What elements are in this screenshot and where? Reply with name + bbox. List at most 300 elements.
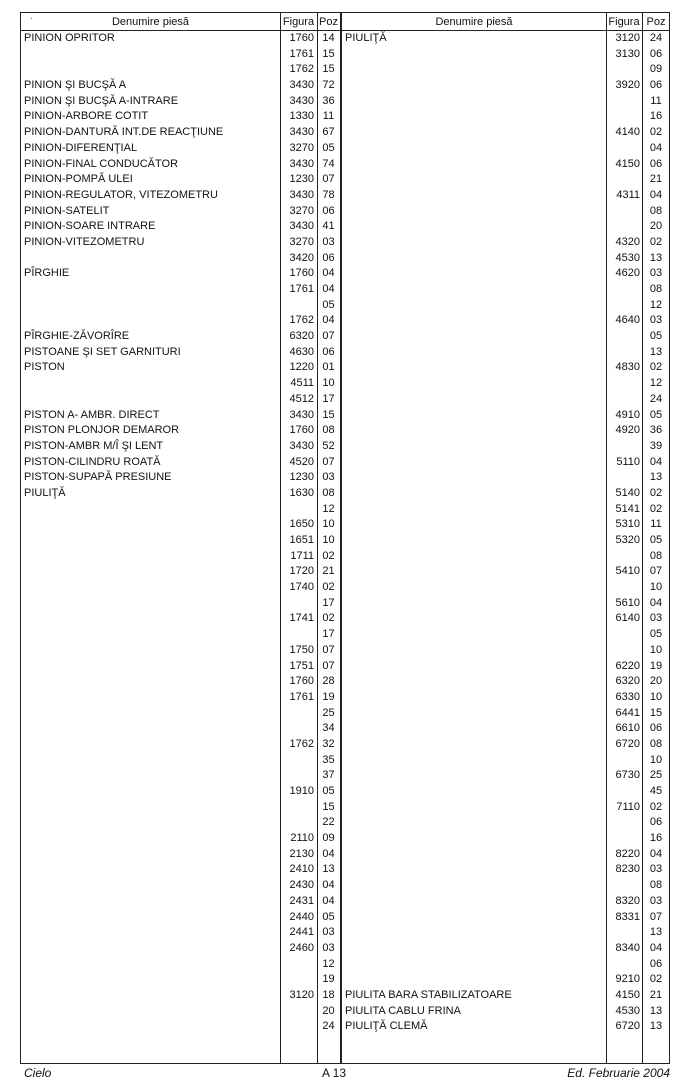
figure-number: 1220 bbox=[289, 361, 314, 374]
figure-number: 3420 bbox=[289, 251, 314, 264]
figure-number: 3270 bbox=[289, 235, 314, 248]
position-number: 52 bbox=[322, 439, 335, 452]
position-number: 04 bbox=[649, 847, 663, 860]
position-number: 13 bbox=[649, 345, 663, 358]
header-right-fig: Figura bbox=[608, 16, 640, 28]
header-right-poz: Poz bbox=[646, 16, 666, 28]
part-name: PISTON-SUPAPĂ PRESIUNE bbox=[24, 471, 172, 484]
position-number: 13 bbox=[322, 863, 335, 876]
position-number: 34 bbox=[322, 722, 335, 735]
table-row bbox=[21, 956, 669, 972]
figure-number: 3920 bbox=[615, 79, 640, 92]
position-number: 39 bbox=[649, 439, 663, 452]
figure-number: 5110 bbox=[616, 455, 640, 468]
figure-number: 1762 bbox=[289, 63, 314, 76]
position-number: 05 bbox=[322, 141, 335, 154]
table-row bbox=[21, 720, 669, 736]
table-row bbox=[21, 1018, 669, 1034]
header-left-fig: Figura bbox=[282, 16, 315, 28]
figure-number: 2410 bbox=[289, 863, 314, 876]
figure-number: 8340 bbox=[615, 941, 640, 954]
position-number: 12 bbox=[322, 502, 335, 515]
figure-number: 5140 bbox=[615, 486, 640, 499]
table-row bbox=[21, 407, 669, 423]
figure-number: 4920 bbox=[615, 424, 640, 437]
position-number: 08 bbox=[322, 486, 335, 499]
table-row bbox=[21, 799, 669, 815]
position-number: 36 bbox=[649, 424, 663, 437]
position-number: 10 bbox=[649, 690, 663, 703]
table-row bbox=[21, 626, 669, 642]
position-number: 06 bbox=[322, 204, 335, 217]
part-name: PISTON-AMBR M/Î ŞI LENT bbox=[24, 439, 164, 452]
figure-number: 6610 bbox=[615, 722, 640, 735]
position-number: 22 bbox=[322, 816, 335, 829]
figure-number: 2430 bbox=[289, 879, 314, 892]
table-row bbox=[21, 830, 669, 846]
position-number: 08 bbox=[649, 737, 663, 750]
position-number: 13 bbox=[649, 471, 663, 484]
table-row bbox=[21, 265, 669, 281]
figure-number: 3130 bbox=[615, 47, 640, 60]
figure-number: 1761 bbox=[289, 690, 314, 703]
position-number: 02 bbox=[649, 502, 663, 515]
table-row bbox=[21, 658, 669, 674]
parts-index-table bbox=[20, 12, 670, 1064]
table-row bbox=[21, 783, 669, 799]
position-number: 28 bbox=[322, 675, 335, 688]
position-number: 10 bbox=[649, 643, 663, 656]
right-column-rows bbox=[21, 30, 669, 1034]
part-name: PISTOANE ŞI SET GARNITURI bbox=[24, 345, 181, 358]
table-row bbox=[21, 108, 669, 124]
figure-number: 2431 bbox=[289, 894, 314, 907]
position-number: 07 bbox=[322, 659, 335, 672]
table-row bbox=[21, 438, 669, 454]
figure-number: 6720 bbox=[615, 1020, 640, 1033]
position-number: 12 bbox=[649, 298, 663, 311]
figure-number: 3430 bbox=[289, 408, 314, 421]
position-number: 06 bbox=[649, 722, 663, 735]
figure-number: 1760 bbox=[289, 424, 314, 437]
figure-number: 1761 bbox=[289, 47, 314, 60]
figure-number: 8220 bbox=[615, 847, 640, 860]
table-row bbox=[21, 203, 669, 219]
part-name: PINION-SOARE INTRARE bbox=[24, 220, 156, 233]
figure-number: 1740 bbox=[289, 581, 314, 594]
position-number: 03 bbox=[649, 863, 663, 876]
position-number: 13 bbox=[649, 1004, 663, 1017]
figure-number: 4140 bbox=[615, 126, 640, 139]
table-row bbox=[21, 344, 669, 360]
position-number: 24 bbox=[322, 1020, 335, 1033]
figure-number: 1760 bbox=[289, 267, 314, 280]
part-name: PINION-POMPĂ ULEI bbox=[24, 173, 133, 186]
figure-number: 1651 bbox=[289, 534, 314, 546]
position-number: 07 bbox=[322, 330, 335, 343]
figure-number: 4520 bbox=[289, 455, 314, 468]
figure-number: 1711 bbox=[290, 549, 314, 562]
position-number: 04 bbox=[322, 283, 335, 295]
position-number: 02 bbox=[649, 361, 663, 374]
part-name: PINION-ARBORE COTIT bbox=[24, 110, 149, 123]
table-row bbox=[21, 391, 669, 407]
position-number: 03 bbox=[649, 894, 663, 907]
figure-number: 3430 bbox=[289, 126, 314, 139]
position-number: 37 bbox=[322, 769, 335, 782]
part-name: PINION-REGULATOR, VITEZOMETRU bbox=[24, 188, 218, 201]
position-number: 19 bbox=[322, 690, 335, 703]
table-row bbox=[21, 93, 669, 109]
figure-number: 3430 bbox=[289, 157, 314, 170]
table-row bbox=[21, 971, 669, 987]
table-row bbox=[21, 77, 669, 93]
table-row bbox=[21, 595, 669, 611]
position-number: 05 bbox=[649, 330, 663, 343]
position-number: 13 bbox=[649, 251, 663, 264]
figure-number: 4530 bbox=[615, 1004, 640, 1017]
figure-number: 1760 bbox=[289, 675, 314, 688]
table-row bbox=[21, 516, 669, 532]
position-number: 05 bbox=[322, 910, 335, 923]
table-row bbox=[21, 642, 669, 658]
corner-mark: · bbox=[30, 14, 33, 23]
position-number: 15 bbox=[322, 63, 335, 76]
position-number: 02 bbox=[322, 549, 335, 562]
part-name: PISTON-CILINDRU ROATĂ bbox=[24, 455, 161, 468]
table-row bbox=[21, 673, 669, 689]
table-row bbox=[21, 140, 669, 156]
part-name: PINION-DIFERENŢIAL bbox=[24, 141, 138, 154]
position-number: 08 bbox=[649, 879, 663, 892]
table-row bbox=[21, 171, 669, 187]
position-number: 04 bbox=[649, 188, 663, 201]
position-number: 02 bbox=[649, 486, 663, 499]
position-number: 04 bbox=[322, 894, 335, 907]
position-number: 08 bbox=[649, 204, 663, 217]
table-row bbox=[21, 579, 669, 595]
figure-number: 4620 bbox=[615, 267, 640, 280]
table-row bbox=[21, 861, 669, 877]
position-number: 20 bbox=[649, 675, 663, 688]
figure-number: 9210 bbox=[615, 973, 640, 986]
figure-number: 2441 bbox=[289, 926, 314, 939]
table-row bbox=[21, 281, 669, 297]
table-row bbox=[21, 469, 669, 485]
position-number: 17 bbox=[322, 596, 335, 609]
figure-number: 1741 bbox=[289, 612, 314, 625]
position-number: 12 bbox=[322, 957, 335, 970]
table-row bbox=[21, 548, 669, 564]
figure-number: 6441 bbox=[615, 706, 640, 719]
position-number: 06 bbox=[322, 345, 335, 358]
figure-number: 4830 bbox=[615, 361, 640, 374]
table-row bbox=[21, 814, 669, 830]
position-number: 07 bbox=[322, 173, 335, 186]
position-number: 72 bbox=[322, 79, 335, 92]
position-number: 02 bbox=[322, 612, 335, 625]
table-row bbox=[21, 312, 669, 328]
figure-number: 3120 bbox=[289, 988, 314, 1001]
table-row bbox=[21, 767, 669, 783]
figure-number: 3430 bbox=[289, 220, 314, 233]
table-row bbox=[21, 454, 669, 470]
position-number: 32 bbox=[322, 737, 335, 750]
figure-number: 3120 bbox=[615, 32, 640, 44]
position-number: 03 bbox=[322, 941, 335, 954]
position-number: 06 bbox=[649, 79, 663, 92]
position-number: 16 bbox=[649, 832, 663, 845]
position-number: 07 bbox=[322, 643, 335, 656]
position-number: 21 bbox=[322, 565, 335, 578]
position-number: 67 bbox=[322, 126, 335, 139]
position-number: 15 bbox=[649, 706, 663, 719]
table-row bbox=[21, 893, 669, 909]
figure-number: 4320 bbox=[615, 235, 640, 248]
position-number: 04 bbox=[322, 879, 335, 892]
figure-number: 2130 bbox=[289, 847, 314, 860]
table-row bbox=[21, 752, 669, 768]
position-number: 10 bbox=[322, 518, 335, 531]
figure-number: 8320 bbox=[615, 894, 640, 907]
part-name: PIULITA CABLU FRINA bbox=[345, 1004, 461, 1017]
table-row bbox=[21, 234, 669, 250]
position-number: 16 bbox=[649, 110, 663, 123]
position-number: 17 bbox=[322, 628, 335, 641]
position-number: 10 bbox=[649, 581, 663, 594]
table-row bbox=[21, 250, 669, 266]
position-number: 78 bbox=[322, 188, 335, 201]
table-row bbox=[21, 610, 669, 626]
position-number: 15 bbox=[322, 408, 335, 421]
figure-number: 4530 bbox=[615, 251, 640, 264]
position-number: 17 bbox=[322, 392, 335, 405]
table-row bbox=[21, 846, 669, 862]
figure-number: 3270 bbox=[289, 141, 314, 154]
position-number: 12 bbox=[649, 377, 663, 390]
figure-number: 1230 bbox=[289, 173, 314, 186]
position-number: 02 bbox=[649, 973, 663, 986]
position-number: 05 bbox=[649, 628, 663, 641]
position-number: 21 bbox=[649, 173, 663, 186]
part-name: PIULIŢĂ bbox=[24, 486, 66, 499]
figure-number: 5610 bbox=[615, 596, 640, 609]
figure-number: 2110 bbox=[290, 832, 314, 845]
position-number: 18 bbox=[322, 988, 335, 1001]
position-number: 08 bbox=[322, 424, 335, 437]
part-name: PIULIŢĂ bbox=[345, 32, 387, 44]
table-row bbox=[21, 46, 669, 62]
position-number: 06 bbox=[649, 47, 663, 60]
position-number: 36 bbox=[322, 94, 335, 107]
figure-number: 1760 bbox=[289, 32, 314, 44]
position-number: 06 bbox=[649, 816, 663, 829]
figure-number: 3430 bbox=[289, 94, 314, 107]
position-number: 20 bbox=[649, 220, 663, 233]
part-name: PINION ŞI BUCŞĂ A-INTRARE bbox=[24, 94, 179, 107]
position-number: 15 bbox=[322, 800, 335, 813]
figure-number: 4640 bbox=[615, 314, 640, 327]
figure-number: 5410 bbox=[615, 565, 640, 578]
part-name: PINION ŞI BUCŞĂ A bbox=[24, 79, 127, 92]
table-row bbox=[21, 375, 669, 391]
figure-number: 5141 bbox=[615, 502, 640, 515]
table-row bbox=[21, 940, 669, 956]
page-footer bbox=[24, 1066, 670, 1082]
figure-number: 6320 bbox=[615, 675, 640, 688]
figure-number: 5310 bbox=[615, 518, 640, 531]
figure-number: 1910 bbox=[289, 785, 314, 797]
figure-number: 6220 bbox=[615, 659, 640, 672]
position-number: 10 bbox=[322, 377, 335, 390]
position-number: 04 bbox=[322, 267, 335, 280]
position-number: 11 bbox=[650, 94, 662, 107]
position-number: 35 bbox=[322, 753, 335, 766]
position-number: 03 bbox=[322, 471, 335, 484]
position-number: 05 bbox=[649, 534, 663, 546]
position-number: 25 bbox=[649, 769, 663, 782]
figure-number: 4150 bbox=[615, 157, 640, 170]
position-number: 04 bbox=[649, 455, 663, 468]
position-number: 01 bbox=[322, 361, 335, 374]
position-number: 08 bbox=[649, 283, 663, 295]
figure-number: 1761 bbox=[289, 283, 314, 295]
position-number: 15 bbox=[322, 47, 335, 60]
table-row bbox=[21, 30, 669, 46]
figure-number: 5320 bbox=[615, 534, 640, 546]
position-number: 04 bbox=[649, 941, 663, 954]
table-row bbox=[21, 156, 669, 172]
position-number: 41 bbox=[322, 220, 335, 233]
part-name: PINION-VITEZOMETRU bbox=[24, 235, 145, 248]
part-name: PINION-SATELIT bbox=[24, 204, 110, 217]
position-number: 19 bbox=[649, 659, 663, 672]
table-row bbox=[21, 705, 669, 721]
figure-number: 1751 bbox=[289, 659, 314, 672]
position-number: 09 bbox=[649, 63, 663, 76]
figure-number: 6730 bbox=[615, 769, 640, 782]
figure-number: 4311 bbox=[616, 188, 640, 201]
table-row bbox=[21, 187, 669, 203]
table-row bbox=[21, 501, 669, 517]
table-row bbox=[21, 328, 669, 344]
figure-number: 4150 bbox=[615, 988, 640, 1001]
table-row bbox=[21, 877, 669, 893]
part-name: PINION OPRITOR bbox=[24, 32, 115, 44]
position-number: 10 bbox=[649, 753, 663, 766]
position-number: 05 bbox=[322, 298, 335, 311]
figure-number: 1762 bbox=[289, 314, 314, 327]
figure-number: 6140 bbox=[615, 612, 640, 625]
position-number: 11 bbox=[322, 110, 335, 123]
figure-number: 6330 bbox=[615, 690, 640, 703]
position-number: 03 bbox=[322, 926, 335, 939]
part-name: PIULITA BARA STABILIZATOARE bbox=[345, 988, 512, 1001]
position-number: 14 bbox=[322, 32, 335, 44]
figure-number: 1750 bbox=[289, 643, 314, 656]
figure-number: 8331 bbox=[615, 910, 640, 923]
table-row bbox=[21, 736, 669, 752]
figure-number: 2440 bbox=[289, 910, 314, 923]
position-number: 05 bbox=[322, 785, 335, 797]
figure-number: 6320 bbox=[289, 330, 314, 343]
table-row bbox=[21, 359, 669, 375]
table-row bbox=[21, 61, 669, 77]
table-row bbox=[21, 1003, 669, 1019]
table-row bbox=[21, 485, 669, 501]
figure-number: 1630 bbox=[289, 486, 314, 499]
position-number: 04 bbox=[322, 314, 335, 327]
table-row bbox=[21, 218, 669, 234]
part-name: PISTON A- AMBR. DIRECT bbox=[24, 408, 160, 421]
footer-page-number: A 13 bbox=[322, 1066, 347, 1080]
part-name: PISTON PLONJOR DEMAROR bbox=[24, 424, 180, 437]
figure-number: 2460 bbox=[289, 941, 314, 954]
position-number: 02 bbox=[322, 581, 335, 594]
table-row bbox=[21, 124, 669, 140]
figure-number: 1720 bbox=[289, 565, 314, 578]
position-number: 07 bbox=[649, 565, 663, 578]
table-row bbox=[21, 532, 669, 548]
position-number: 09 bbox=[322, 832, 335, 845]
position-number: 21 bbox=[649, 988, 663, 1001]
figure-number: 1762 bbox=[289, 737, 314, 750]
position-number: 04 bbox=[649, 596, 663, 609]
figure-number: 3430 bbox=[289, 188, 314, 201]
position-number: 03 bbox=[649, 267, 663, 280]
figure-number: 4630 bbox=[289, 345, 314, 358]
position-number: 03 bbox=[322, 235, 335, 248]
footer-edition: Ed. Februarie 2004 bbox=[567, 1066, 670, 1080]
table-row bbox=[21, 909, 669, 925]
position-number: 05 bbox=[649, 408, 663, 421]
position-number: 08 bbox=[649, 549, 663, 562]
position-number: 02 bbox=[649, 235, 663, 248]
table-row bbox=[21, 689, 669, 705]
part-name: PÎRGHIE-ZĂVORÎRE bbox=[24, 330, 130, 343]
position-number: 25 bbox=[322, 706, 335, 719]
position-number: 07 bbox=[322, 455, 335, 468]
figure-number: 6720 bbox=[615, 737, 640, 750]
position-number: 19 bbox=[322, 973, 335, 986]
position-number: 07 bbox=[649, 910, 663, 923]
figure-number: 8230 bbox=[615, 863, 640, 876]
table-row bbox=[21, 924, 669, 940]
table-row bbox=[21, 987, 669, 1003]
position-number: 10 bbox=[322, 534, 335, 546]
figure-number: 7110 bbox=[616, 800, 640, 813]
figure-number: 1650 bbox=[289, 518, 314, 531]
position-number: 02 bbox=[649, 800, 663, 813]
part-name: PÎRGHIE bbox=[24, 267, 70, 280]
position-number: 24 bbox=[649, 32, 663, 44]
figure-number: 3270 bbox=[289, 204, 314, 217]
header-left-name: Denumire piesă bbox=[111, 16, 190, 28]
table-row bbox=[21, 422, 669, 438]
part-name: PINION-FINAL CONDUCĂTOR bbox=[24, 157, 179, 170]
position-number: 06 bbox=[322, 251, 335, 264]
figure-number: 4910 bbox=[615, 408, 640, 421]
footer-model: Cielo bbox=[24, 1066, 52, 1080]
figure-number: 4512 bbox=[289, 392, 314, 405]
table-row bbox=[21, 563, 669, 579]
figure-number: 1230 bbox=[289, 471, 314, 484]
part-name: PIULIŢĂ CLEMĂ bbox=[345, 1020, 428, 1033]
position-number: 24 bbox=[649, 392, 663, 405]
position-number: 74 bbox=[322, 157, 335, 170]
position-number: 06 bbox=[649, 957, 663, 970]
position-number: 03 bbox=[649, 314, 663, 327]
